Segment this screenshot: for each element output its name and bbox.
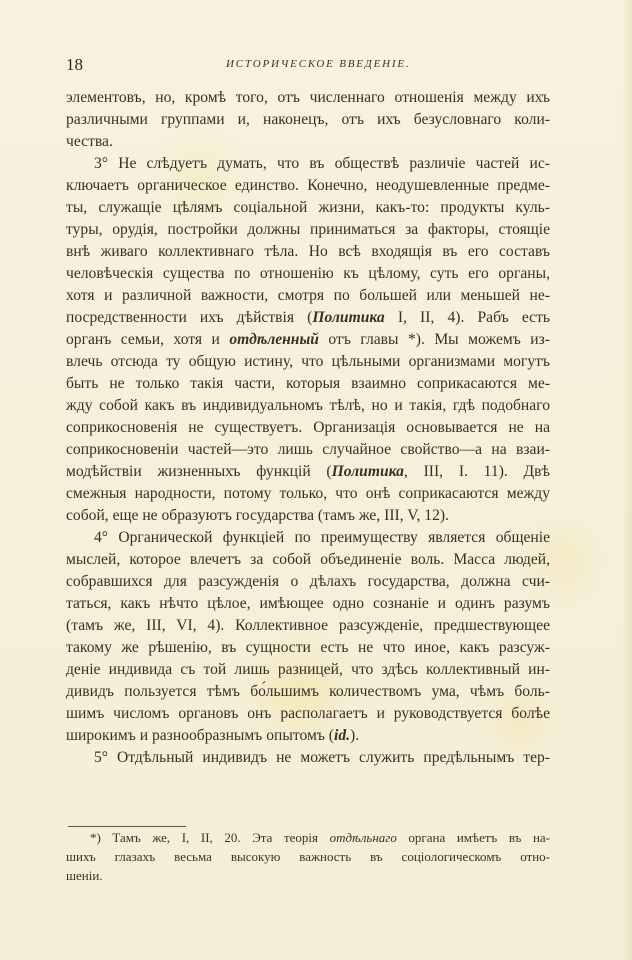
- italic-abbrev: id.: [333, 727, 351, 744]
- text-segment: отъ главы *). Мы можемъ из-: [318, 331, 550, 348]
- text-segment: органъ семьи, хотя и: [66, 331, 230, 348]
- paragraph-start-line: 5° Отдѣльный индивидъ не можетъ служить предѣльнымъ тер-: [94, 749, 550, 766]
- text-line: [66, 461, 550, 483]
- text-segment: , III, I. 11). Двѣ: [403, 463, 550, 480]
- text-line: дивидъ пользуется тѣмъ бо́льшимъ количествомъ ума, чѣмъ боль-: [66, 683, 550, 700]
- footnote: [66, 828, 550, 885]
- italic-title: Политика: [331, 463, 404, 480]
- text-segment: модѣйствіи жизненныхъ функцій (: [66, 463, 332, 480]
- text-line: внѣ живаго коллективнаго тѣла. Но всѣ входящія въ его составъ: [66, 243, 550, 260]
- text-line: такому же рѣшенію, въ сущности есть не что иное, какъ разсуж-: [66, 639, 550, 656]
- paragraph-start-line: 3° Не слѣдуетъ думать, что въ обществѣ различіе частей ис-: [94, 155, 550, 172]
- text-line: собой, еще не образуютъ государства (тамъ же, III, V, 12).: [66, 507, 449, 524]
- text-line: ты, служащіе цѣлямъ соціальной жизни, какъ-то: продукты куль-: [66, 199, 550, 216]
- text-segment: широкимъ и разнообразнымъ опытомъ (: [66, 727, 334, 744]
- text-line: чества.: [66, 133, 113, 150]
- text-line: соприкосновенія не существуетъ. Организація основывается не на: [66, 419, 550, 436]
- text-segment: органа имѣетъ въ на-: [396, 830, 550, 845]
- text-line: [66, 725, 550, 747]
- text-line: собравшихся для разсужденія о дѣлахъ государства, должна счи-: [66, 573, 550, 590]
- text-line: шимъ числомъ органовъ онъ располагаетъ и руководствуется болѣе: [66, 705, 550, 722]
- footnote-line: [66, 828, 550, 847]
- italic-title: Политика: [312, 309, 385, 326]
- text-line: элементовъ, но, кромѣ того, отъ численнаго отношенія между ихъ: [66, 89, 550, 106]
- text-line: мыслей, которое влечетъ за собой объединеніе воль. Масса людей,: [66, 551, 550, 568]
- paragraph-start-line: 4° Органической функціей по преимуществу является общеніе: [94, 529, 550, 546]
- text-segment: посредственности ихъ дѣйствія (: [66, 309, 313, 326]
- text-line: деніе индивида съ той лишь разницей, что здѣсь коллективный ин-: [66, 661, 550, 678]
- running-title: ИСТОРИЧЕСКОЕ ВВЕДЕНІЕ.: [226, 58, 411, 70]
- page-edge-shadow: [622, 0, 632, 960]
- text-line: туры, орудія, постройки должны приниматься за факторы, стоящіе: [66, 221, 550, 238]
- footnote-line: шеніи.: [66, 868, 103, 883]
- italic-term: отдѣленный: [229, 331, 319, 348]
- text-line: влечь отсюда ту общую истину, что цѣльными организмами могутъ: [66, 353, 550, 370]
- text-line: (тамъ же, III, VI, 4). Коллективное разсужденіе, предшествующее: [66, 617, 550, 634]
- footnote-divider: [68, 826, 186, 827]
- page-number: 18: [66, 55, 83, 74]
- text-segment: ).: [350, 727, 360, 744]
- text-line: [66, 307, 550, 329]
- footnote-line: шихъ глазахъ весьма высокую важность въ соціологическомъ отно-: [66, 849, 550, 864]
- italic-term: отдѣльнаго: [329, 830, 397, 845]
- text-segment: *) Тамъ же, I, II, 20. Эта теорія: [90, 830, 330, 845]
- text-segment: I, II, 4). Рабъ есть: [384, 309, 550, 326]
- text-line: человѣческія существа по отношенію къ цѣлому, суть его органы,: [66, 265, 550, 282]
- text-line: [66, 329, 550, 351]
- text-line: ключаетъ органическое единство. Конечно, неодушевленные предме-: [66, 177, 550, 194]
- body-text: [66, 87, 550, 769]
- page-header: [66, 55, 546, 77]
- text-line: хотя и различной важности, смотря по большей или меньшей не-: [66, 287, 550, 304]
- text-line: быть не только такія части, которыя взаимно соприкасаются ме-: [66, 375, 550, 392]
- text-line: различными группами и, наконецъ, отъ ихъ безусловнаго коли-: [66, 111, 550, 128]
- text-line: смежныя народности, потому только, что онѣ соприкасаются между: [66, 485, 550, 502]
- text-line: таться, какъ нѣчто цѣлое, имѣющее одно сознаніе и одинъ разумъ: [66, 595, 550, 612]
- text-line: соприкосновеніи частей—это лишь случайное свойство—а на взаи-: [66, 441, 550, 458]
- text-line: жду собой какъ въ индивидуальномъ тѣлѣ, но и такія, гдѣ подобнаго: [66, 397, 550, 414]
